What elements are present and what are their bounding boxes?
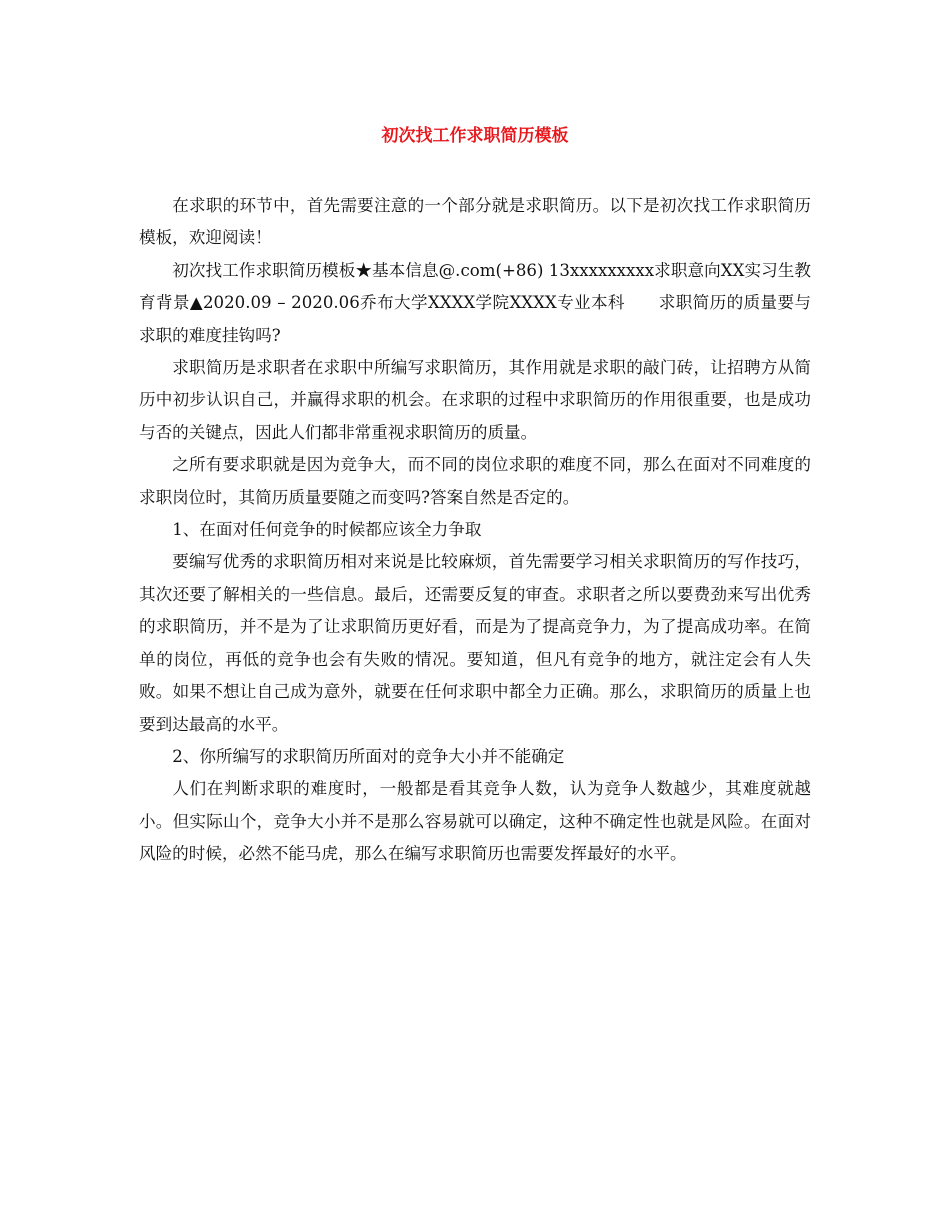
section-heading-2: 2、你所编写的求职简历所面对的竞争大小并不能确定 xyxy=(172,746,565,766)
document-title: 初次找工作求职简历模板 xyxy=(381,126,569,146)
paragraph-resume-info: 初次找工作求职简历模板★基本信息@.com(+86) 13xxxxxxxxx求职意向XX实习生教育背景▲2020.09 – 2020.06乔布大学XXXX学院XXXX专业本科 求职简历的质量要与求职的难度挂钩吗? xyxy=(139,260,811,345)
paragraph-section-2: 人们在判断求职的难度时，一般都是看其竞争人数，认为竞争人数越少，其难度就越小。但实际山个，竞争大小并不是那么容易就可以确定，这种不确定性也就是风险。在面对风险的时候，必然不能马虎，那么在编写求职简历也需要发挥最好的水平。 xyxy=(139,779,811,864)
paragraph-intro: 在求职的环节中，首先需要注意的一个部分就是求职简历。以下是初次找工作求职简历模板，欢迎阅读！ xyxy=(139,196,811,248)
paragraph-resume-role: 求职简历是求职者在求职中所编写求职简历，其作用就是求职的敲门砖，让招聘方从简历中初步认识自己，并赢得求职的机会。在求职的过程中求职简历的作用很重要，也是成功与否的关键点，因此人们都非常重视求职简历的质量。 xyxy=(139,358,811,442)
document-body xyxy=(139,190,811,871)
section-heading-1: 1、在面对任何竞争的时候都应该全力争取 xyxy=(172,520,482,540)
paragraph-section-1: 要编写优秀的求职简历相对来说是比较麻烦，首先需要学习相关求职简历的写作技巧，其次还要了解相关的一些信息。最后，还需要反复的审查。求职者之所以要费劲来写出优秀的求职简历，并不是为了让求职简历更好看，而是为了提高竞争力，为了提高成功率。在简单的岗位，再低的竞争也会有失败的情况。要知道，但凡有竞争的地方，就注定会有人失败。如果不想让自己成为意外，就要在任何求职中都全力正确。那么，求职简历的质量上也要到达最高的水平。 xyxy=(139,552,811,734)
paragraph-competition: 之所有要求职就是因为竞争大，而不同的岗位求职的难度不同，那么在面对不同难度的求职岗位时，其简历质量要随之而变吗?答案自然是否定的。 xyxy=(139,455,811,507)
